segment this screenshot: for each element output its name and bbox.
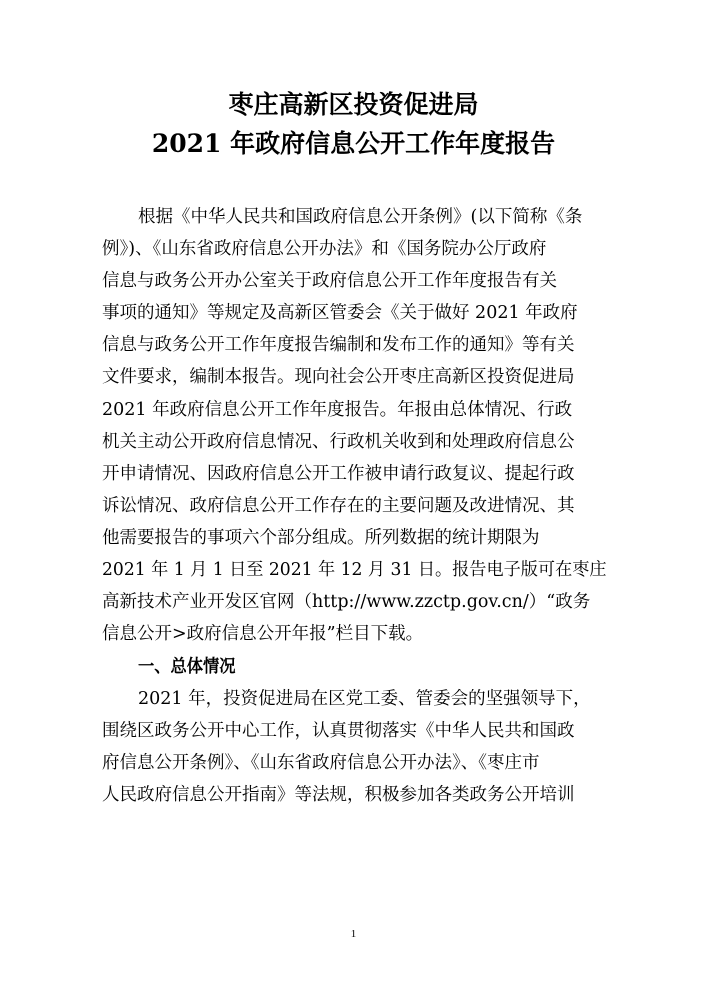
document-title-line-2: 2021 年政府信息公开工作年度报告 [151,129,556,158]
body-line: 信息公开>政府信息公开年报”栏目下载。 [102,624,424,644]
body-line: 2021 年政府信息公开工作年度报告。年报由总体情况、行政 [102,400,573,420]
body-line: 例》)、《山东省政府信息公开办法》和《国务院办公厅政府 [102,239,547,259]
section-heading: 一、总体情况 [138,657,236,677]
body-line: 根据《中华人民共和国政府信息公开条例》(以下简称《条 [138,207,583,227]
body-line: 机关主动公开政府信息情况、行政机关收到和处理政府信息公 [102,432,575,452]
body-line: 府信息公开条例》、《山东省政府信息公开办法》、《枣庄市 [102,753,540,773]
body-line: 信息与政务公开工作年度报告编制和发布工作的通知》等有关 [102,335,575,355]
body-line: 人民政府信息公开指南》等法规，积极参加各类政务公开培训 [102,785,575,805]
body-line: 他需要报告的事项六个部分组成。所列数据的统计期限为 [102,528,540,548]
document-title-line-1: 枣庄高新区投资促进局 [228,90,479,119]
body-line: 文件要求，编制本报告。现向社会公开枣庄高新区投资促进局 [102,367,575,387]
body-line: 2021 年，投资促进局在区党工委、管委会的坚强领导下， [138,689,591,709]
body-line: 高新技术产业开发区官网（http://www.zzctp.gov.cn/）“政务 [102,592,591,612]
body-line: 信息与政务公开办公室关于政府信息公开工作年度报告有关 [102,271,557,291]
body-line: 诉讼情况、政府信息公开工作存在的主要问题及改进情况、其 [102,496,575,516]
body-line: 2021 年 1 月 1 日至 2021 年 12 月 31 日。报告电子版可在枣庄 [102,560,607,580]
body-line: 开申请情况、因政府信息公开工作被申请行政复议、提起行政 [102,464,575,484]
body-line: 围绕区政务公开中心工作，认真贯彻落实《中华人民共和国政 [102,721,575,741]
page-number: 1 [350,928,357,940]
body-line: 事项的通知》等规定及高新区管委会《关于做好 2021 年政府 [102,303,578,323]
